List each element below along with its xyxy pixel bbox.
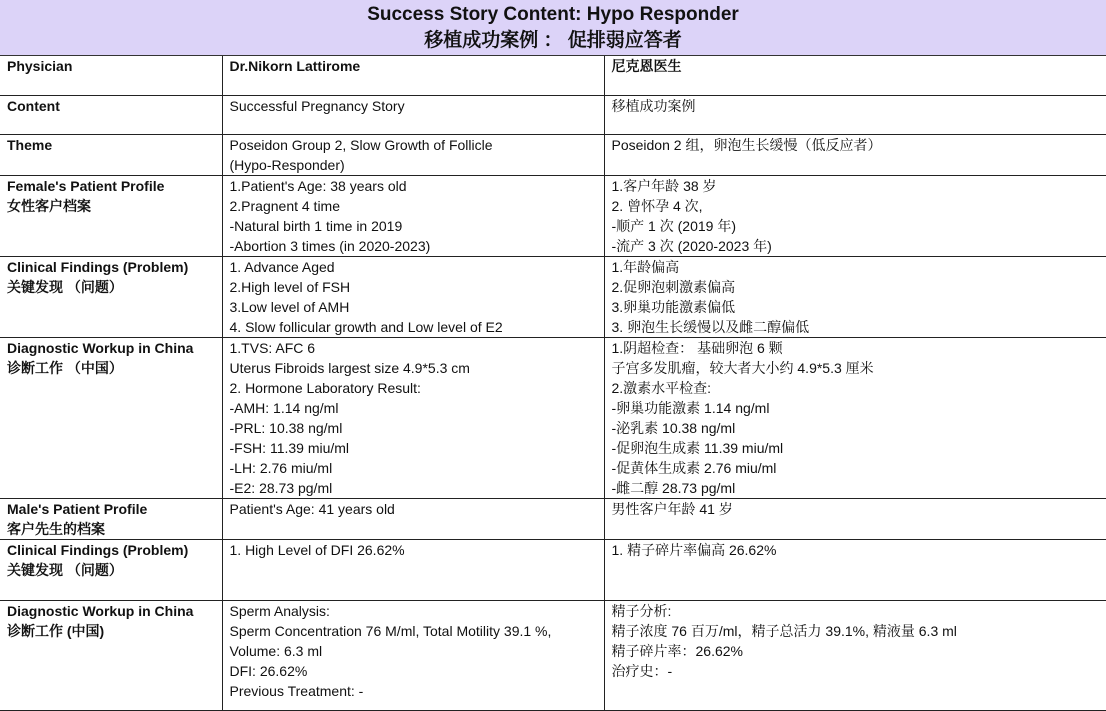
english-line: Uterus Fibroids largest size 4.9*5.3 cm (230, 358, 604, 378)
english-line: -Natural birth 1 time in 2019 (230, 216, 604, 236)
label-line: 客户先生的档案 (7, 519, 222, 539)
label-line: Clinical Findings (Problem) (7, 540, 222, 560)
english-line: 4. Slow follicular growth and Low level of E2 (230, 317, 604, 337)
english-line: -FSH: 11.39 miu/ml (230, 438, 604, 458)
english-line: -Abortion 3 times (in 2020-2023) (230, 236, 604, 256)
label-cell (0, 95, 222, 134)
chinese-line: 1. 精子碎片率偏高 26.62% (612, 540, 1106, 560)
label-line: 诊断工作 (中国) (7, 621, 222, 641)
label-line: 关键发现 （问题） (7, 560, 222, 580)
label-line: Male's Patient Profile (7, 499, 222, 519)
english-cell (222, 539, 604, 600)
english-cell (222, 498, 604, 539)
chinese-line: 移植成功案例 (612, 96, 1106, 116)
english-line: DFI: 26.62% (230, 661, 604, 681)
table-row-male-profile (0, 498, 1106, 539)
label-line: Theme (7, 135, 222, 155)
english-line: 2. Hormone Laboratory Result: (230, 378, 604, 398)
english-line: Volume: 6.3 ml (230, 641, 604, 661)
chinese-line: -流产 3 次 (2020-2023 年) (612, 236, 1106, 256)
label-line: Female's Patient Profile (7, 176, 222, 196)
label-cell (0, 539, 222, 600)
chinese-line: 1.年龄偏高 (612, 257, 1106, 277)
label-cell (0, 175, 222, 256)
label-line: 关键发现 （问题） (7, 277, 222, 297)
table-row-physician (0, 56, 1106, 95)
table-row-female-diagnostic-workup (0, 337, 1106, 498)
english-line: 2.Pragnent 4 time (230, 196, 604, 216)
label-line: Diagnostic Workup in China (7, 601, 222, 621)
label-line: Content (7, 96, 222, 116)
chinese-line: 3. 卵泡生长缓慢以及雌二醇偏低 (612, 317, 1106, 337)
english-line: 1. High Level of DFI 26.62% (230, 540, 604, 560)
chinese-line: 2.激素水平检查: (612, 378, 1106, 398)
label-line: Diagnostic Workup in China (7, 338, 222, 358)
table-row-theme (0, 134, 1106, 175)
chinese-line: 1.客户年龄 38 岁 (612, 176, 1106, 196)
chinese-line: -顺产 1 次 (2019 年) (612, 216, 1106, 236)
english-cell (222, 134, 604, 175)
english-line: Sperm Concentration 76 M/ml, Total Motility 39.1 %, (230, 621, 604, 641)
english-line: 2.High level of FSH (230, 277, 604, 297)
chinese-line: 精子碎片率：26.62% (612, 641, 1106, 661)
english-line: -E2: 28.73 pg/ml (230, 478, 604, 498)
label-cell (0, 498, 222, 539)
chinese-line: 1.阴超检查： 基础卵泡 6 颗 (612, 338, 1106, 358)
chinese-line: -促黄体生成素 2.76 miu/ml (612, 458, 1106, 478)
chinese-line: Poseidon 2 组，卵泡生长缓慢（低反应者） (612, 135, 1106, 155)
english-line: Successful Pregnancy Story (230, 96, 604, 116)
english-cell (222, 175, 604, 256)
chinese-line: 尼克恩医生 (612, 56, 1106, 76)
chinese-cell (604, 256, 1106, 337)
case-table (0, 56, 1106, 711)
label-cell (0, 134, 222, 175)
chinese-line: 治疗史：- (612, 661, 1106, 681)
english-line: Poseidon Group 2, Slow Growth of Follicle (230, 135, 604, 155)
chinese-line: -雌二醇 28.73 pg/ml (612, 478, 1106, 498)
chinese-line: 3.卵巢功能激素偏低 (612, 297, 1106, 317)
document-header (0, 0, 1106, 56)
title-chinese: 移植成功案例 ： 促排弱应答者 (0, 28, 1106, 54)
english-line: -LH: 2.76 miu/ml (230, 458, 604, 478)
label-cell (0, 256, 222, 337)
chinese-line: 精子分析: (612, 601, 1106, 621)
english-line: Dr.Nikorn Lattirome (230, 56, 604, 76)
chinese-line: 2. 曾怀孕 4 次, (612, 196, 1106, 216)
chinese-line: 精子浓度 76 百万/ml，精子总活力 39.1%, 精液量 6.3 ml (612, 621, 1106, 641)
chinese-cell (604, 175, 1106, 256)
chinese-cell (604, 56, 1106, 95)
chinese-cell (604, 539, 1106, 600)
chinese-cell (604, 95, 1106, 134)
label-line: 诊断工作 （中国） (7, 358, 222, 378)
english-cell (222, 337, 604, 498)
label-line: Clinical Findings (Problem) (7, 257, 222, 277)
table-row-male-clinical-findings (0, 539, 1106, 600)
english-cell (222, 95, 604, 134)
chinese-line: -卵巢功能激素 1.14 ng/ml (612, 398, 1106, 418)
chinese-line: 男性客户年龄 41 岁 (612, 499, 1106, 519)
chinese-cell (604, 498, 1106, 539)
chinese-cell (604, 337, 1106, 498)
chinese-line: -泌乳素 10.38 ng/ml (612, 418, 1106, 438)
english-line: Sperm Analysis: (230, 601, 604, 621)
english-line: 1.TVS: AFC 6 (230, 338, 604, 358)
chinese-cell (604, 134, 1106, 175)
english-line: 1.Patient's Age: 38 years old (230, 176, 604, 196)
label-cell (0, 56, 222, 95)
label-line: 女性客户档案 (7, 196, 222, 216)
english-cell (222, 256, 604, 337)
table-row-female-profile (0, 175, 1106, 256)
chinese-line: 2.促卵泡刺激素偏高 (612, 277, 1106, 297)
table-row-female-clinical-findings (0, 256, 1106, 337)
english-line: 1. Advance Aged (230, 257, 604, 277)
english-line: -AMH: 1.14 ng/ml (230, 398, 604, 418)
label-line: Physician (7, 56, 222, 76)
english-line: (Hypo-Responder) (230, 155, 604, 175)
english-line: -PRL: 10.38 ng/ml (230, 418, 604, 438)
english-cell (222, 56, 604, 95)
english-line: 3.Low level of AMH (230, 297, 604, 317)
chinese-line: 子宫多发肌瘤，较大者大小约 4.9*5.3 厘米 (612, 358, 1106, 378)
title-english: Success Story Content: Hypo Responder (0, 0, 1106, 28)
chinese-line: -促卵泡生成素 11.39 miu/ml (612, 438, 1106, 458)
english-line: Previous Treatment: - (230, 681, 604, 701)
label-cell (0, 337, 222, 498)
table-row-content (0, 95, 1106, 134)
english-line: Patient's Age: 41 years old (230, 499, 604, 519)
